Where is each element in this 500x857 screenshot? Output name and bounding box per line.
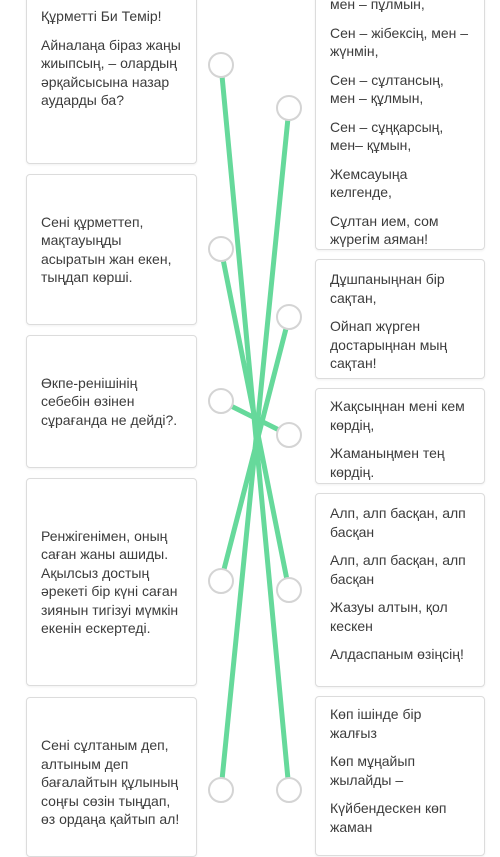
right-card-1[interactable] xyxy=(315,0,485,250)
right-card-1-line-2: Сен – жібексің, мен – жүнмін, xyxy=(330,24,469,59)
right-card-3-line-2: Жаманыңмен тең көрдің. xyxy=(330,445,445,480)
left-card-4-line-1: Ренжігенімен, оның саған жаны ашиды. Ақылсыз достың әрекеті бір күні саған зиянын тигізуі мүмкін екенін ескертеді. xyxy=(41,527,179,636)
left-card-2-line-1: Сені құрметтеп, мақтауыңды асыратын жан екен, тыңдап көрші. xyxy=(41,213,172,285)
right-card-1-line-5: Жемсауыңа келгенде, xyxy=(330,165,408,200)
connector-line-2 xyxy=(221,249,289,590)
right-connector-dot-4[interactable] xyxy=(276,577,302,603)
right-card-2-line-1: Дұшпаныңнан бір сақтан, xyxy=(330,271,445,306)
right-card-5[interactable] xyxy=(315,696,485,856)
left-card-3[interactable] xyxy=(26,335,197,468)
left-card-1[interactable] xyxy=(26,0,197,164)
left-connector-dot-1[interactable] xyxy=(208,52,234,78)
right-card-1-line-1: мен – пұлмын, xyxy=(330,0,425,12)
left-card-1-line-2: Айналаңа біраз жаңы жиыпсың, – олардың әрқайсысына назар аударды ба? xyxy=(41,36,181,108)
right-card-2-line-2: Ойнап жүрген достарыңнан мың сақтан! xyxy=(330,318,448,371)
left-connector-dot-4[interactable] xyxy=(208,568,234,594)
left-card-3-line-1: Өкпе-ренішінің себебін өзінен сұрағанда не дейді?. xyxy=(41,374,178,428)
left-card-2[interactable] xyxy=(26,174,197,325)
right-connector-dot-3[interactable] xyxy=(276,422,302,448)
right-card-4-line-3: Жазуы алтын, қол кескен xyxy=(330,599,448,634)
connector-line-4 xyxy=(221,317,289,581)
left-card-1-line-1: Құрметті Би Темір! xyxy=(41,8,162,24)
right-card-4-line-2: Алп, алп басқан, алп басқан xyxy=(330,552,466,587)
left-card-5-line-1: Сені сұлтаным деп, алтыным деп бағалайтын құлының соңғы сөзін тыңдап, өз ордаңа қайтып ал! xyxy=(41,737,180,827)
connector-line-5 xyxy=(221,108,289,790)
right-connector-dot-1[interactable] xyxy=(276,95,302,121)
right-card-5-line-2: Көп мұңайып жылайды – xyxy=(330,753,416,788)
right-connector-dot-5[interactable] xyxy=(276,777,302,803)
right-card-1-line-3: Сен – сұлтансың, мен – құлмын, xyxy=(330,71,444,106)
right-card-1-line-4: Сен – сұңқарсың, мен– құмын, xyxy=(330,118,444,153)
left-connector-dot-3[interactable] xyxy=(208,388,234,414)
left-card-4[interactable] xyxy=(26,478,197,686)
right-card-5-line-1: Көп ішінде бір жалғыз xyxy=(330,706,422,741)
right-card-4-line-4: Алдаспаным өзіңсің! xyxy=(330,646,464,662)
right-card-3[interactable] xyxy=(315,388,485,484)
right-connector-dot-2[interactable] xyxy=(276,304,302,330)
right-card-3-line-1: Жақсыңнан мені кем көрдің, xyxy=(330,398,465,433)
right-card-5-line-3: Күйбендескен көп жаман xyxy=(330,800,447,835)
right-card-2[interactable] xyxy=(315,259,485,379)
right-card-1-line-6: Сұлтан ием, сом жүрегім аяман! xyxy=(330,212,439,247)
left-connector-dot-5[interactable] xyxy=(208,777,234,803)
right-card-4[interactable] xyxy=(315,493,485,687)
right-card-4-line-1: Алп, алп басқан, алп басқан xyxy=(330,505,466,540)
left-card-5[interactable] xyxy=(26,697,197,857)
left-connector-dot-2[interactable] xyxy=(208,236,234,262)
